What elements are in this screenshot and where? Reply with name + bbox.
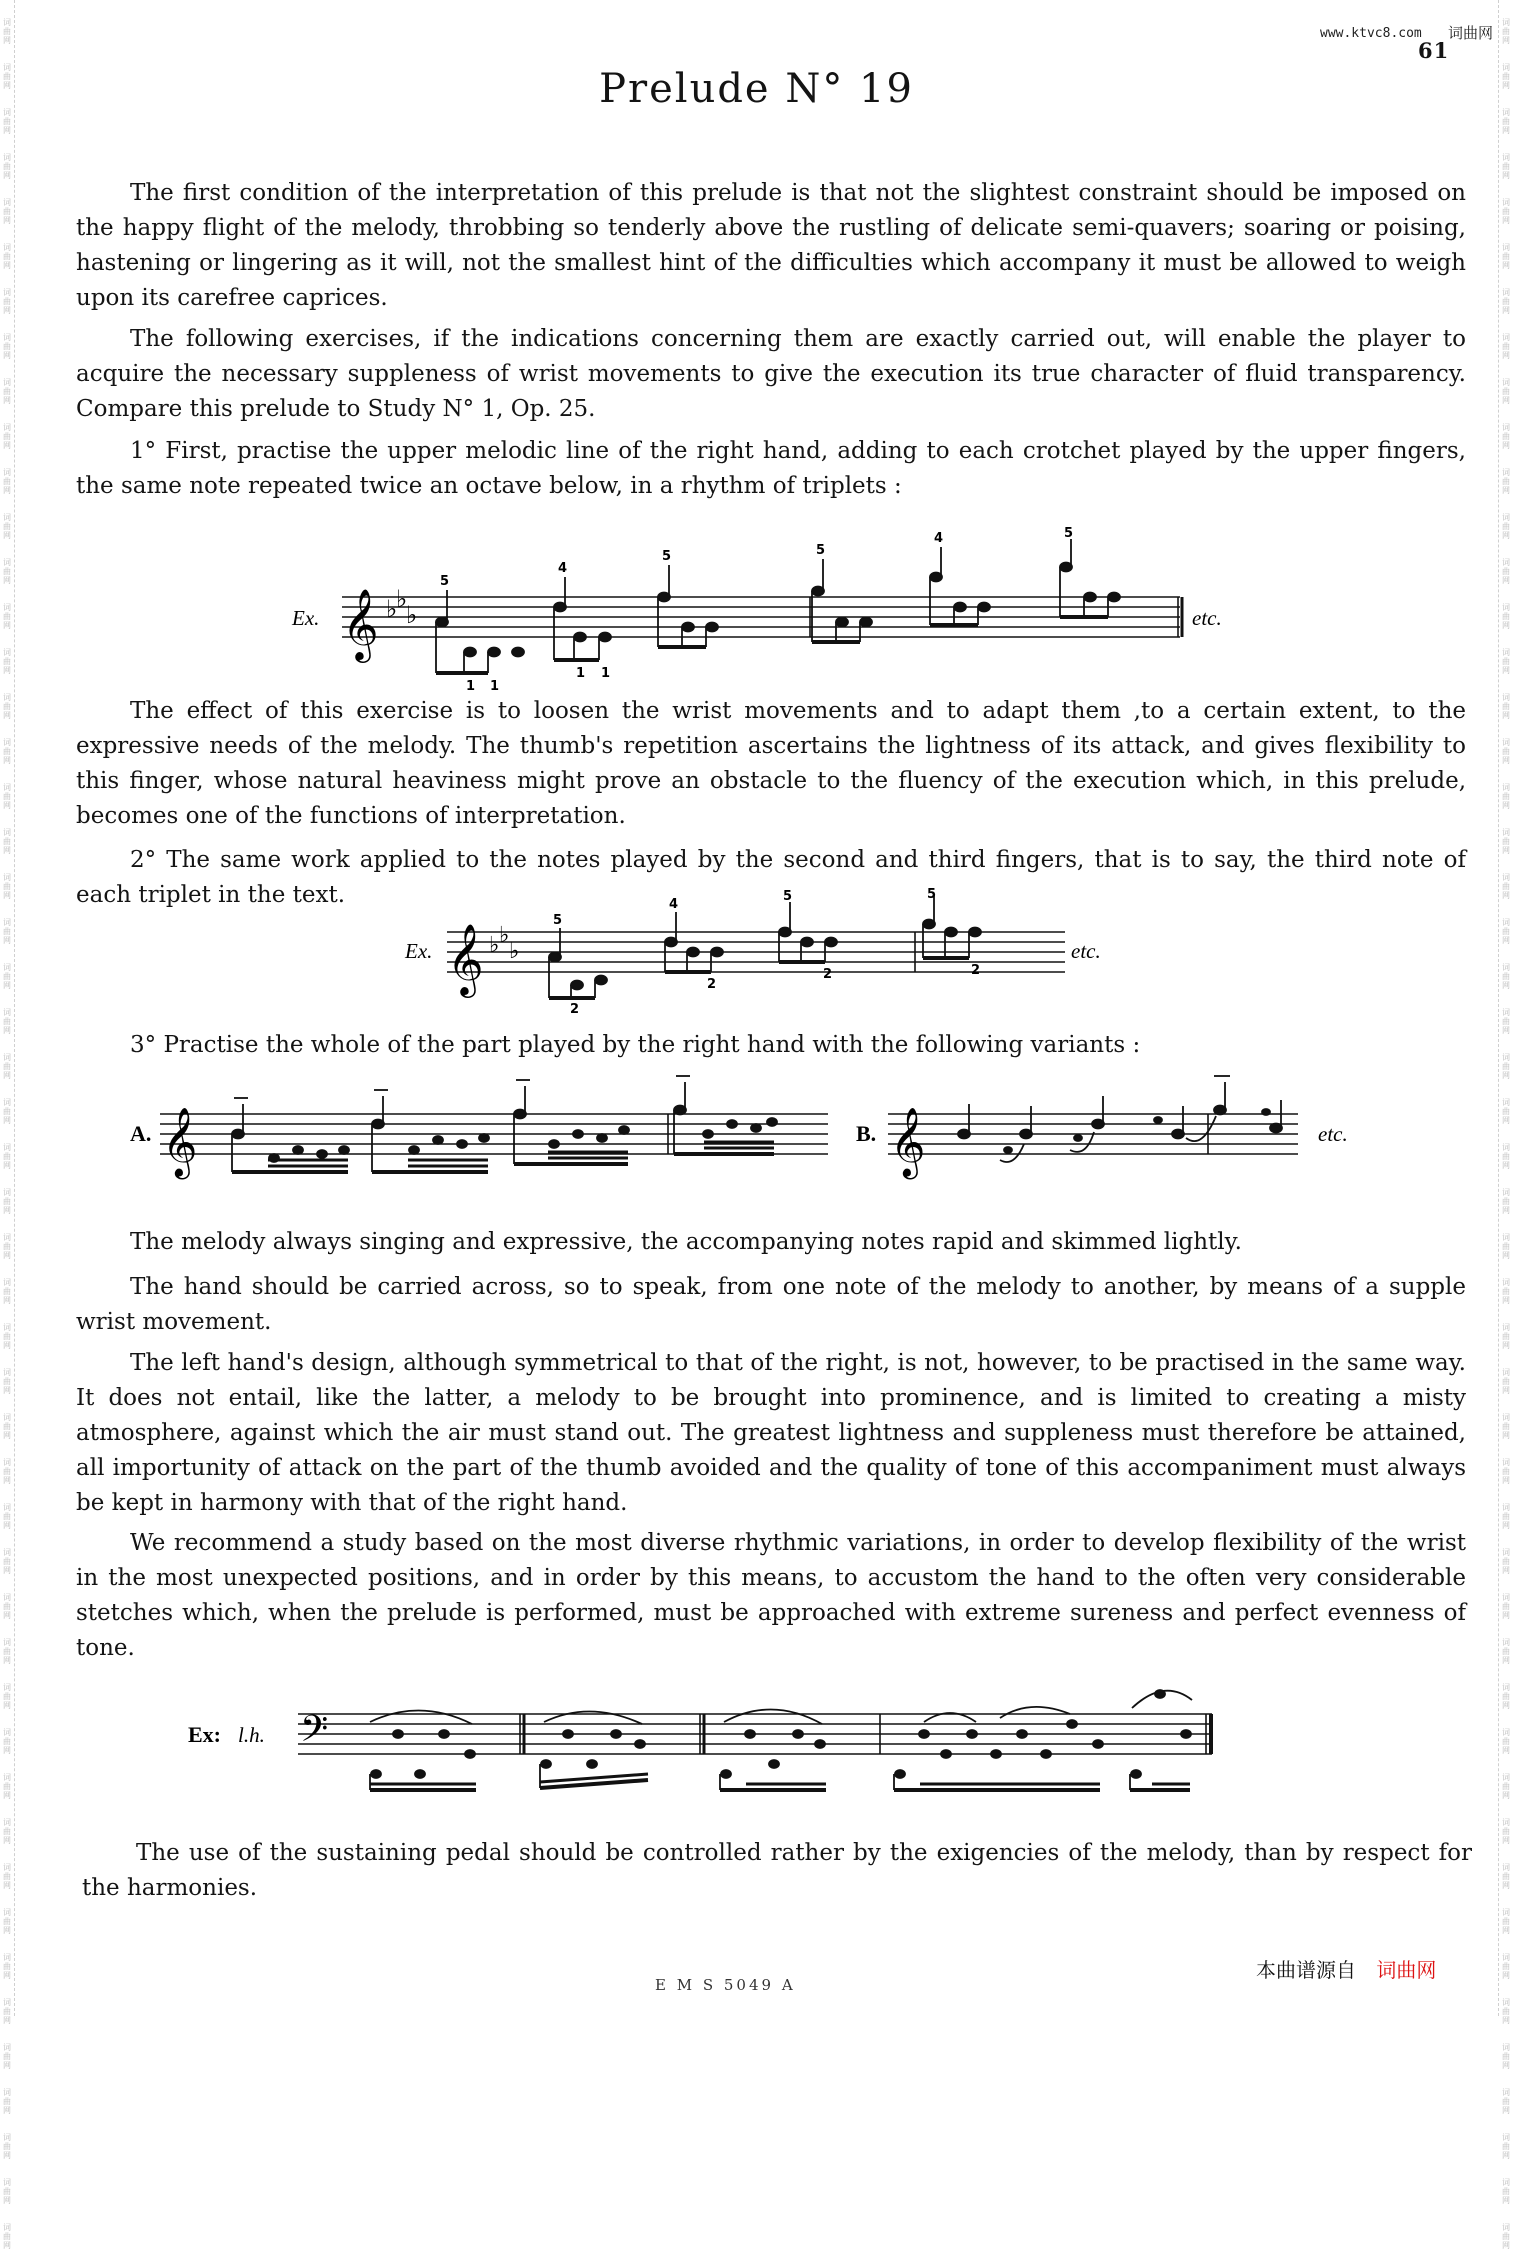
right-watermark-strip xyxy=(1498,0,1513,2250)
staff-example-4 xyxy=(180,1678,1260,1808)
side-watermark-text: 词曲网 xyxy=(3,2223,11,2250)
side-watermark-text: 词曲网 xyxy=(3,513,11,540)
side-watermark-text: 词曲网 xyxy=(3,1593,11,1620)
svg-text:5: 5 xyxy=(553,913,563,928)
etc-label: etc. xyxy=(1318,1122,1348,1146)
side-watermark-text: 词曲网 xyxy=(3,243,11,270)
side-watermark-text: 词曲网 xyxy=(1502,423,1510,450)
side-watermark-text: 词曲网 xyxy=(1502,783,1510,810)
svg-text:1: 1 xyxy=(466,679,476,694)
watermark-site-url: www.ktvc8.com xyxy=(1320,26,1422,41)
flat-sign: ♭ xyxy=(509,939,520,964)
paragraph-pedal: The use of the sustaining pedal should be controlled rather by the exigencies of the melody, than by respect for the harmonies. xyxy=(82,1840,1472,1901)
side-watermark-text: 词曲网 xyxy=(3,828,11,855)
etc-label: etc. xyxy=(1071,939,1101,963)
side-watermark-text: 词曲网 xyxy=(1502,1953,1510,1980)
side-watermark-text: 词曲网 xyxy=(3,918,11,945)
page-number: 61 xyxy=(1418,38,1450,63)
side-watermark-text: 词曲网 xyxy=(3,18,11,45)
footer-watermark-left: 本曲谱源自 xyxy=(1256,1958,1356,1982)
side-watermark-text: 词曲网 xyxy=(1502,288,1510,315)
side-watermark-text: 词曲网 xyxy=(1502,1548,1510,1575)
side-watermark-text: 词曲网 xyxy=(3,693,11,720)
side-watermark-text: 词曲网 xyxy=(1502,1908,1510,1935)
side-watermark-text: 词曲网 xyxy=(1502,108,1510,135)
side-watermark-text: 词曲网 xyxy=(3,333,11,360)
side-watermark-text: 词曲网 xyxy=(3,2133,11,2160)
side-watermark-text: 词曲网 xyxy=(1502,1683,1510,1710)
side-watermark-text: 词曲网 xyxy=(1502,2133,1510,2160)
music-example-1 xyxy=(280,525,1260,700)
staff-example-3 xyxy=(128,1068,1428,1188)
side-watermark-text: 词曲网 xyxy=(3,648,11,675)
flat-sign: ♭ xyxy=(396,585,408,613)
footer-watermark xyxy=(1256,1954,1436,1983)
side-watermark-text: 词曲网 xyxy=(3,873,11,900)
bass-clef: 𝄢 xyxy=(300,1708,329,1759)
music-example-2 xyxy=(395,888,1135,1013)
music-example-4 xyxy=(180,1678,1260,1808)
side-watermark-text: 词曲网 xyxy=(1502,1818,1510,1845)
variant-b-label: B. xyxy=(856,1121,877,1146)
svg-text:1: 1 xyxy=(490,679,500,694)
side-watermark-text: 词曲网 xyxy=(1502,198,1510,225)
side-watermark-text: 词曲网 xyxy=(3,108,11,135)
side-watermark-text: 词曲网 xyxy=(1502,2088,1510,2115)
side-watermark-text: 词曲网 xyxy=(1502,648,1510,675)
side-watermark-text: 词曲网 xyxy=(1502,828,1510,855)
paragraph-intro: The first condition of the interpretation of this prelude is that not the slightest constraint should be imposed on the happy flight of the melody, throbbing so tenderly above the rustling of delicate semi-quavers; soaring or poising, hastening or lingering as it will, not the smallest hint of the difficulties which accompany it must be allowed to weigh upon its carefree caprices. xyxy=(76,180,1466,311)
footer-watermark-right: 词曲网 xyxy=(1376,1958,1437,1982)
side-watermark-text: 词曲网 xyxy=(3,1683,11,1710)
side-watermark-text: 词曲网 xyxy=(3,1908,11,1935)
side-watermark-text: 词曲网 xyxy=(3,153,11,180)
svg-text:2: 2 xyxy=(570,1002,580,1013)
side-watermark-text: 词曲网 xyxy=(1502,1143,1510,1170)
notes xyxy=(370,1690,1192,1790)
staff-example-1 xyxy=(280,525,1260,700)
paragraph-step-3: 3° Practise the whole of the part played by the right hand with the following variants : xyxy=(130,1032,1141,1058)
example-label: Ex. xyxy=(405,939,433,963)
left-watermark-strip xyxy=(0,0,15,2250)
side-watermark-text: 词曲网 xyxy=(1502,1098,1510,1125)
side-watermark-text: 词曲网 xyxy=(3,1458,11,1485)
side-watermark-text: 词曲网 xyxy=(1502,1368,1510,1395)
side-watermark-text: 词曲网 xyxy=(3,783,11,810)
side-watermark-text: 词曲网 xyxy=(1502,243,1510,270)
paragraph-exercises: The following exercises, if the indications concerning them are exactly carried out, will enable the player to acquire the necessary suppleness of wrist movements to give the execution its true character of fluid transparency. Compare this prelude to Study N° 1, Op. 25. xyxy=(76,326,1466,422)
side-watermark-text: 词曲网 xyxy=(3,1503,11,1530)
side-watermark-text: 词曲网 xyxy=(3,1098,11,1125)
svg-text:5: 5 xyxy=(783,889,793,904)
side-watermark-text: 词曲网 xyxy=(1502,693,1510,720)
svg-text:1: 1 xyxy=(601,666,611,681)
side-watermark-text: 词曲网 xyxy=(1502,1863,1510,1890)
side-watermark-text: 词曲网 xyxy=(1502,1593,1510,1620)
side-watermark-text: 词曲网 xyxy=(1502,1053,1510,1080)
svg-text:4: 4 xyxy=(558,561,568,576)
notes-b xyxy=(958,1076,1282,1162)
side-watermark-text: 词曲网 xyxy=(1502,1278,1510,1305)
staff-lines xyxy=(342,597,1182,637)
side-watermark-text: 词曲网 xyxy=(3,1143,11,1170)
side-watermark-text: 词曲网 xyxy=(1502,18,1510,45)
side-watermark-text: 词曲网 xyxy=(3,558,11,585)
side-watermark-text: 词曲网 xyxy=(3,1953,11,1980)
notes xyxy=(436,539,1120,673)
flat-sign: ♭ xyxy=(386,595,398,623)
side-watermark-text: 词曲网 xyxy=(1502,1728,1510,1755)
side-watermark-text: 词曲网 xyxy=(1502,873,1510,900)
side-watermark-text: 词曲网 xyxy=(3,1728,11,1755)
side-watermark-text: 词曲网 xyxy=(3,1548,11,1575)
side-watermark-text: 词曲网 xyxy=(3,1773,11,1800)
side-watermark-text: 词曲网 xyxy=(3,2088,11,2115)
side-watermark-text: 词曲网 xyxy=(3,738,11,765)
side-watermark-text: 词曲网 xyxy=(1502,2178,1510,2205)
paragraph-rhythmic: We recommend a study based on the most diverse rhythmic variations, in order to develop flexibility of the wrist in the most unexpected positions, and in order by this means, to accustom the hand to the often very considerable stetches which, when the prelude is performed, must be approached with extreme sureness and perfect evenness of tone. xyxy=(76,1530,1466,1661)
staff-example-2 xyxy=(395,888,1135,1013)
side-watermark-text: 词曲网 xyxy=(3,1818,11,1845)
side-watermark-text: 词曲网 xyxy=(3,1278,11,1305)
side-watermark-text: 词曲网 xyxy=(3,1323,11,1350)
svg-text:5: 5 xyxy=(1064,526,1074,541)
side-watermark-text: 词曲网 xyxy=(3,1008,11,1035)
music-example-3 xyxy=(128,1068,1428,1188)
side-watermark-text: 词曲网 xyxy=(3,288,11,315)
example-label: Ex. xyxy=(292,606,320,630)
side-watermark-text: 词曲网 xyxy=(3,603,11,630)
side-watermark-text: 词曲网 xyxy=(3,1863,11,1890)
paragraph-step-1: 1° First, practise the upper melodic line of the right hand, adding to each crotchet played by the upper fingers, the same note repeated twice an octave below, in a rhythm of triplets : xyxy=(76,438,1466,499)
svg-text:5: 5 xyxy=(816,543,826,558)
notes xyxy=(549,894,981,998)
side-watermark-text: 词曲网 xyxy=(1502,1503,1510,1530)
side-watermark-text: 词曲网 xyxy=(1502,1998,1510,2025)
side-watermark-text: 词曲网 xyxy=(1502,1008,1510,1035)
flat-sign: ♭ xyxy=(406,601,418,629)
side-watermark-text: 词曲网 xyxy=(3,2043,11,2070)
side-watermark-text: 词曲网 xyxy=(1502,558,1510,585)
side-watermark-text: 词曲网 xyxy=(1502,333,1510,360)
flat-sign: ♭ xyxy=(499,923,510,948)
side-watermark-text: 词曲网 xyxy=(3,1368,11,1395)
svg-text:5: 5 xyxy=(662,549,672,564)
flat-sign: ♭ xyxy=(489,933,500,958)
side-watermark-text: 词曲网 xyxy=(3,1053,11,1080)
left-hand-label: l.h. xyxy=(238,1723,265,1747)
side-watermark-text: 词曲网 xyxy=(1502,2043,1510,2070)
side-watermark-text: 词曲网 xyxy=(1502,1413,1510,1440)
svg-text:4: 4 xyxy=(669,897,679,912)
side-watermark-text: 词曲网 xyxy=(3,1998,11,2025)
side-watermark-text: 词曲网 xyxy=(1502,513,1510,540)
side-watermark-text: 词曲网 xyxy=(3,1233,11,1260)
side-watermark-text: 词曲网 xyxy=(1502,378,1510,405)
side-watermark-text: 词曲网 xyxy=(3,1638,11,1665)
svg-text:1: 1 xyxy=(576,666,586,681)
treble-clef: 𝄞 xyxy=(162,1107,198,1177)
side-watermark-text: 词曲网 xyxy=(1502,1458,1510,1485)
fingering-top xyxy=(440,526,1073,589)
side-watermark-text: 词曲网 xyxy=(3,2178,11,2205)
paragraph-step-2: 2° The same work applied to the notes played by the second and third fingers, that is to say, the third note of each triplet in the text. xyxy=(76,847,1466,908)
side-watermark-text: 词曲网 xyxy=(1502,918,1510,945)
side-watermark-text: 词曲网 xyxy=(1502,1773,1510,1800)
svg-text:2: 2 xyxy=(707,977,717,992)
page-title: Prelude N° 19 xyxy=(599,66,914,112)
fingering-top xyxy=(553,888,936,928)
fingering-bottom xyxy=(570,963,980,1013)
footer-edition-code: E M S 5049 A xyxy=(655,1976,796,1994)
side-watermark-text: 词曲网 xyxy=(3,468,11,495)
side-watermark-text: 词曲网 xyxy=(1502,1323,1510,1350)
treble-clef: 𝄞 xyxy=(447,922,484,995)
paragraph-hand: The hand should be carried across, so to speak, from one note of the melody to another, by means of a supple wrist movement. xyxy=(76,1274,1466,1335)
side-watermark-text: 词曲网 xyxy=(1502,963,1510,990)
svg-text:2: 2 xyxy=(823,967,833,982)
variant-a-label: A. xyxy=(130,1121,152,1146)
side-watermark-text: 词曲网 xyxy=(1502,63,1510,90)
treble-clef: 𝄞 xyxy=(342,587,379,660)
etc-label: etc. xyxy=(1192,606,1222,630)
side-watermark-text: 词曲网 xyxy=(3,423,11,450)
side-watermark-text: 词曲网 xyxy=(1502,2223,1510,2250)
side-watermark-text: 词曲网 xyxy=(3,1188,11,1215)
side-watermark-text: 词曲网 xyxy=(1502,738,1510,765)
svg-text:5: 5 xyxy=(440,574,450,589)
watermark-brand: 词曲网 xyxy=(1448,24,1494,42)
svg-text:4: 4 xyxy=(934,531,944,546)
side-watermark-text: 词曲网 xyxy=(1502,1188,1510,1215)
side-watermark-text: 词曲网 xyxy=(3,198,11,225)
paragraph-melody: The melody always singing and expressive, the accompanying notes rapid and skimmed lightly. xyxy=(130,1229,1242,1255)
svg-text:2: 2 xyxy=(971,963,981,978)
side-watermark-text: 词曲网 xyxy=(1502,1638,1510,1665)
svg-text:5: 5 xyxy=(927,888,937,902)
side-watermark-text: 词曲网 xyxy=(3,1413,11,1440)
paragraph-left-hand: The left hand's design, although symmetrical to that of the right, is not, however, to be practised in the same way. It does not entail, like the latter, a melody to be brought into prominence, and is limited to creating a misty atmosphere, against which the air must stand out. The greatest lightness and suppleness must therefore be attained, all importunity of attack on the part of the thumb avoided and the quality of tone of this accompaniment must always be kept in harmony with that of the right hand. xyxy=(76,1350,1466,1516)
side-watermark-text: 词曲网 xyxy=(1502,603,1510,630)
side-watermark-text: 词曲网 xyxy=(1502,153,1510,180)
side-watermark-text: 词曲网 xyxy=(3,63,11,90)
paragraph-effect: The effect of this exercise is to loosen the wrist movements and to adapt them ,to a certain extent, to the expressive needs of the melody. The thumb's repetition ascertains the lightness of its attack, and gives flexibility to this finger, whose natural heaviness might prove an obstacle to the fluency of the execution which, in this prelude, becomes one of the functions of interpretation. xyxy=(76,698,1466,829)
example-label: Ex: xyxy=(188,1722,221,1747)
treble-clef: 𝄞 xyxy=(890,1107,926,1177)
side-watermark-text: 词曲网 xyxy=(3,963,11,990)
side-watermark-text: 词曲网 xyxy=(1502,468,1510,495)
side-watermark-text: 词曲网 xyxy=(3,378,11,405)
side-watermark-text: 词曲网 xyxy=(1502,1233,1510,1260)
